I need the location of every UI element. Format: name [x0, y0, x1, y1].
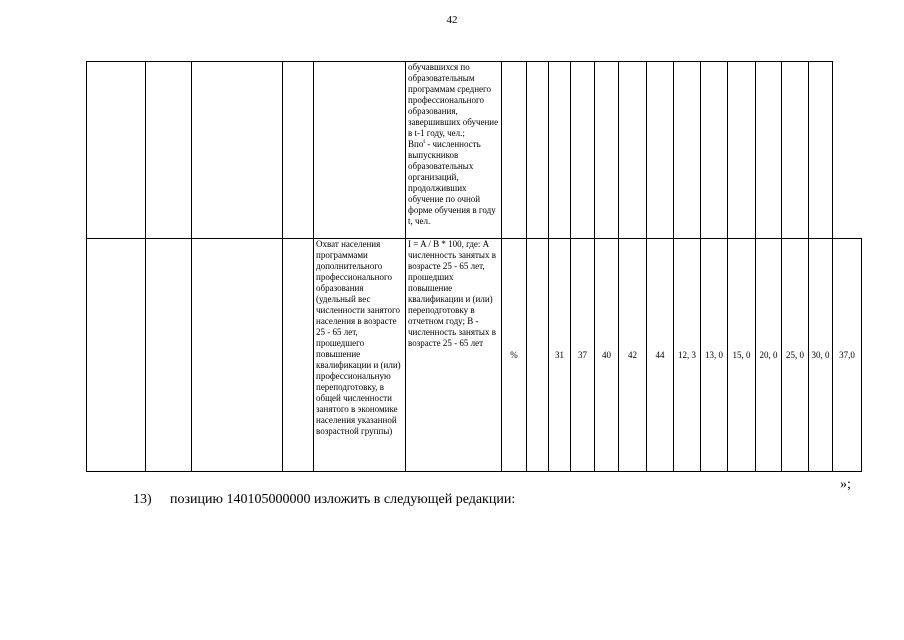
table-cell: [647, 62, 674, 239]
value-cell: 15, 0: [728, 239, 756, 472]
table-cell: [619, 62, 647, 239]
value-cell: 25, 0: [782, 239, 809, 472]
table-cell: [674, 62, 701, 239]
table-row: [87, 62, 862, 239]
method-text: - численность выпускников образовательных организаций, продолживших обучение по очной форме обучения в году t, чел.: [408, 139, 496, 226]
table-cell: [146, 62, 192, 239]
table-cell: [192, 239, 283, 472]
value-cell: 44: [647, 239, 674, 472]
table-cell: [283, 62, 314, 239]
table-row: [87, 239, 862, 472]
item-number: 13): [133, 492, 152, 507]
unit-cell: %: [502, 239, 527, 472]
method-cell: [406, 62, 502, 239]
instruction-text: позицию 140105000000 изложить в следующей редакции:: [170, 492, 516, 507]
table-cell: [571, 62, 595, 239]
table-cell: [146, 239, 192, 472]
indicators-table: [86, 61, 862, 472]
table-cell: [756, 62, 782, 239]
amendment-instruction: [133, 492, 515, 508]
value-cell: 42: [619, 239, 647, 472]
table-cell: [728, 62, 756, 239]
table-cell: [87, 62, 146, 239]
table-cell: [527, 62, 549, 239]
value-cell: 31: [549, 239, 571, 472]
value-cell: 30, 0: [809, 239, 833, 472]
table-cell: [782, 62, 809, 239]
value-cell: 40: [595, 239, 619, 472]
value-cell: 37,0: [833, 239, 862, 472]
method-cell: I = A / B * 100, где: A численность занятых в возрасте 25 - 65 лет, прошедших повышение квалификации и (или) переподготовку в отчетном году; B - численность занятых в возрасте 25 - 65 лет: [406, 239, 502, 472]
value-cell: 20, 0: [756, 239, 782, 472]
method-text: обучавшихся по образовательным программам среднего профессионального образования, завершивших обучение в t-1 году, чел.;: [408, 62, 499, 138]
closing-quote: »;: [840, 477, 851, 492]
page-number: 42: [446, 14, 458, 26]
method-superscript: t: [423, 139, 425, 145]
value-cell: [527, 239, 549, 472]
table-cell: [87, 239, 146, 472]
value-cell: 37: [571, 239, 595, 472]
method-variable: Bпо: [408, 139, 424, 149]
table-cell: [502, 62, 527, 239]
table-cell: [549, 62, 571, 239]
indicator-name-cell: Охват населения программами дополнительного профессионального образования (удельный вес численности занятого населения в возрасте 25 - 65 лет, прошедшего повышение квалификации и (или) профессиональную переподготовку, в общей численности занятого в экономике населения указанной возрастной группы): [314, 239, 406, 472]
table-cell: [283, 239, 314, 472]
table-cell: [314, 62, 406, 239]
table-cell: [809, 62, 833, 239]
value-cell: 12, 3: [674, 239, 701, 472]
table-cell: [192, 62, 283, 239]
table-cell: [701, 62, 728, 239]
table-cell: [595, 62, 619, 239]
value-cell: 13, 0: [701, 239, 728, 472]
